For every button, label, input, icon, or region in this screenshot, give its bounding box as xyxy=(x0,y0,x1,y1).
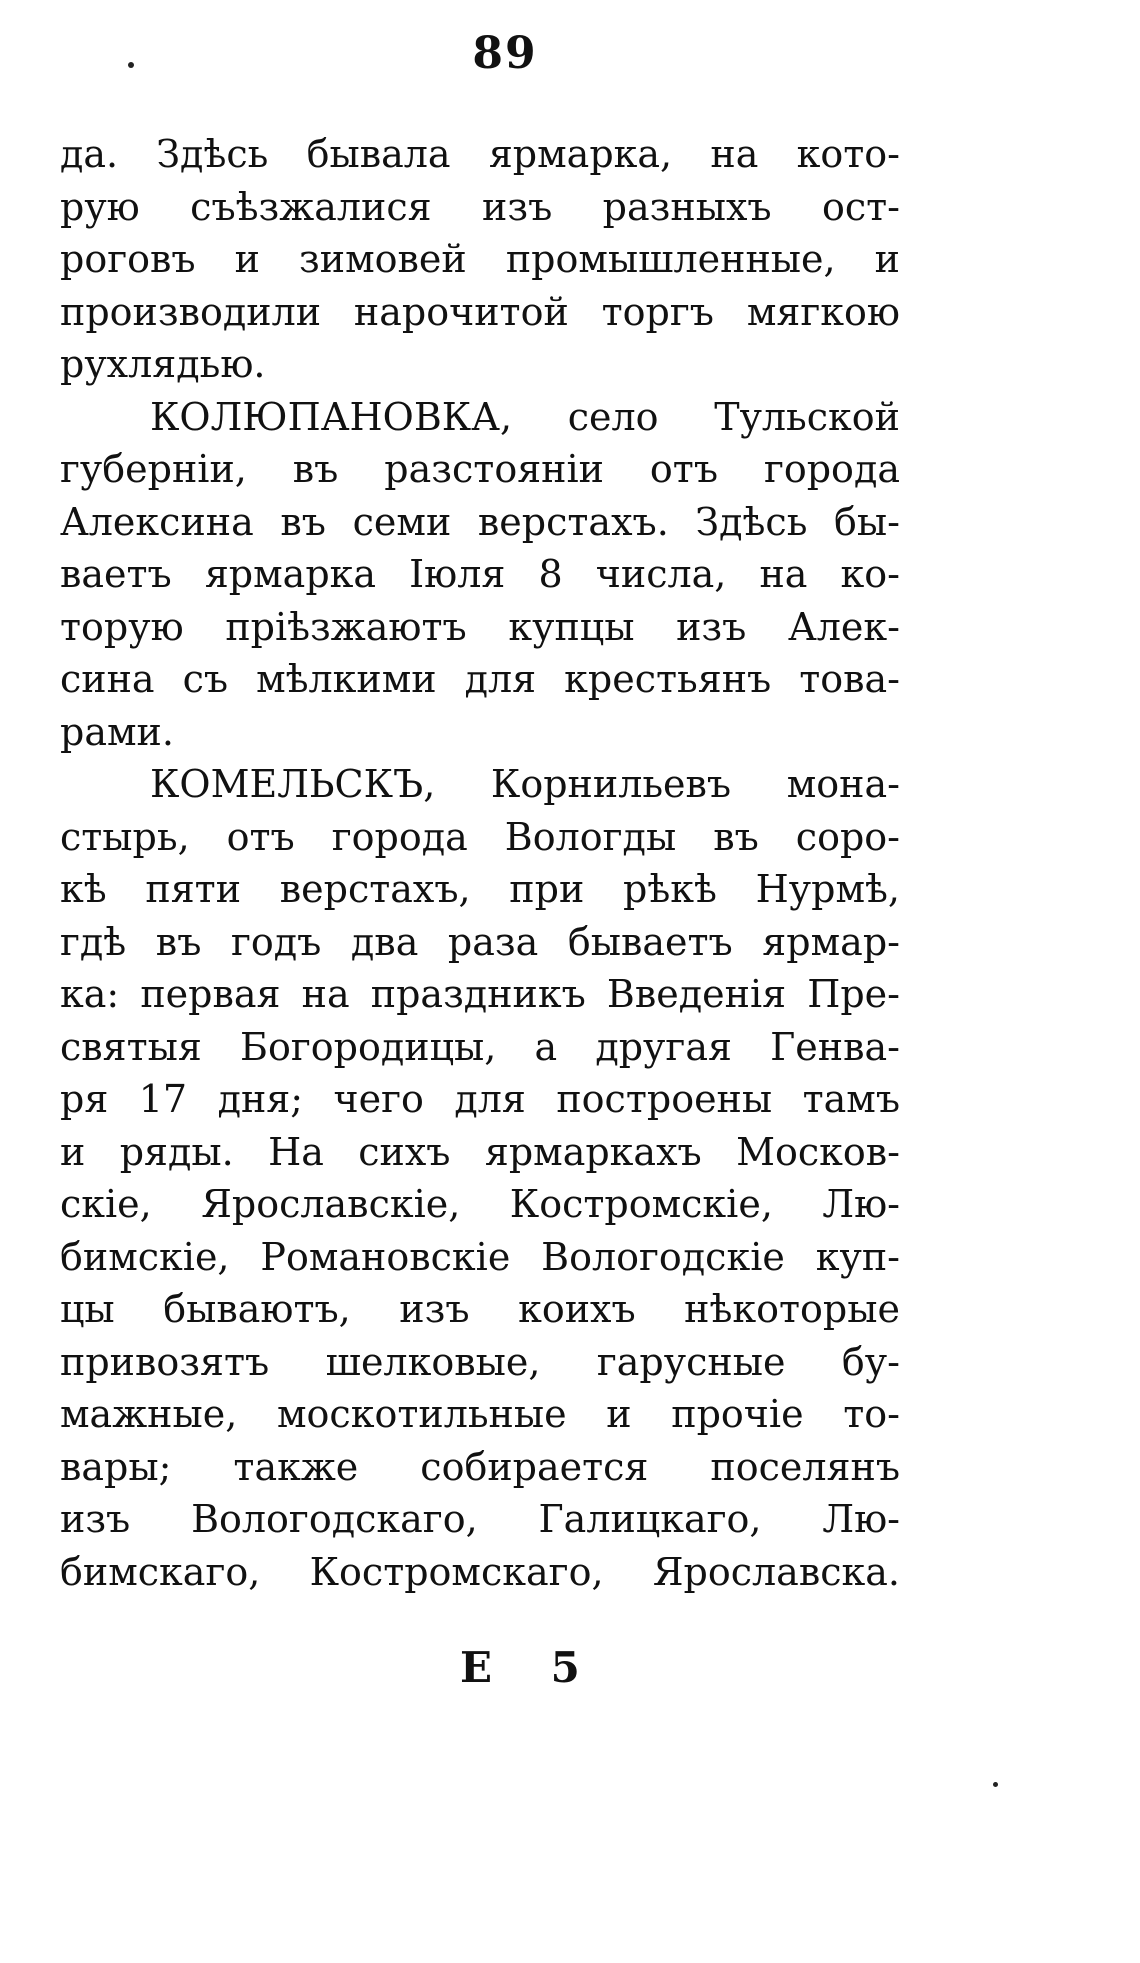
text-line: кѣ пяти верстахъ, при рѣкѣ Нурмѣ, xyxy=(60,867,900,911)
text-line: производили нарочитой торгъ мягкою xyxy=(60,289,900,334)
text-line: рами. xyxy=(60,709,174,754)
text-line: КОМЕЛЬСКЪ, Корнильевъ мона- xyxy=(150,762,900,806)
text-line: привозятъ шелковые, гарусные бу- xyxy=(60,1339,900,1384)
text-line: стырь, отъ города Вологды въ соро- xyxy=(60,814,900,859)
text-line: вары; также собирается поселянъ xyxy=(60,1444,900,1489)
text-line: рую съѣзжалися изъ разныхъ ост- xyxy=(60,184,900,229)
text-line: ка: первая на праздникъ Введенiя Пре- xyxy=(60,972,900,1016)
text-line: гдѣ въ годъ два раза бываетъ ярмар- xyxy=(60,919,900,964)
text-line: скiе, Ярославскiе, Костромскiе, Лю- xyxy=(60,1182,900,1226)
text-line: и ряды. На сихъ ярмаркахъ Москов- xyxy=(60,1129,900,1174)
text-line: да. Здѣсь бывала ярмарка, на кото- xyxy=(60,132,900,176)
text-line: бимскаго, Костромскаго, Ярославска. xyxy=(60,1549,900,1594)
printer-signature-mark: Е 5 xyxy=(460,1643,602,1692)
body-text xyxy=(60,128,900,1598)
text-line: рухлядью. xyxy=(60,342,266,386)
text-line: мажные, москотильные и прочiе то- xyxy=(60,1392,900,1436)
text-line: цы бываютъ, изъ коихъ нѣкоторые xyxy=(60,1287,900,1331)
ink-speck xyxy=(993,1782,998,1787)
text-line: торую прiѣзжаютъ купцы изъ Алек- xyxy=(60,604,900,649)
text-line: сина съ мѣлкими для крестьянъ това- xyxy=(60,657,900,701)
ink-speck xyxy=(128,62,134,68)
text-line: изъ Вологодскаго, Галицкаго, Лю- xyxy=(60,1497,900,1541)
text-line: губернiи, въ разстоянiи отъ города xyxy=(60,447,900,491)
text-line: святыя Богородицы, а другая Генва- xyxy=(60,1024,900,1069)
text-line: Алексина въ семи верстахъ. Здѣсь бы- xyxy=(60,499,900,544)
text-line: роговъ и зимовей промышленные, и xyxy=(60,237,900,281)
text-line: ваетъ ярмарка Iюля 8 числа, на ко- xyxy=(60,552,900,596)
text-line: ря 17 дня; чего для построены тамъ xyxy=(60,1077,900,1121)
text-line: КОЛЮПАНОВКА, село Тульской xyxy=(150,394,900,439)
text-line: бимскiе, Романовскiе Вологодскiе куп- xyxy=(60,1234,900,1279)
page-number: 89 xyxy=(472,28,538,79)
